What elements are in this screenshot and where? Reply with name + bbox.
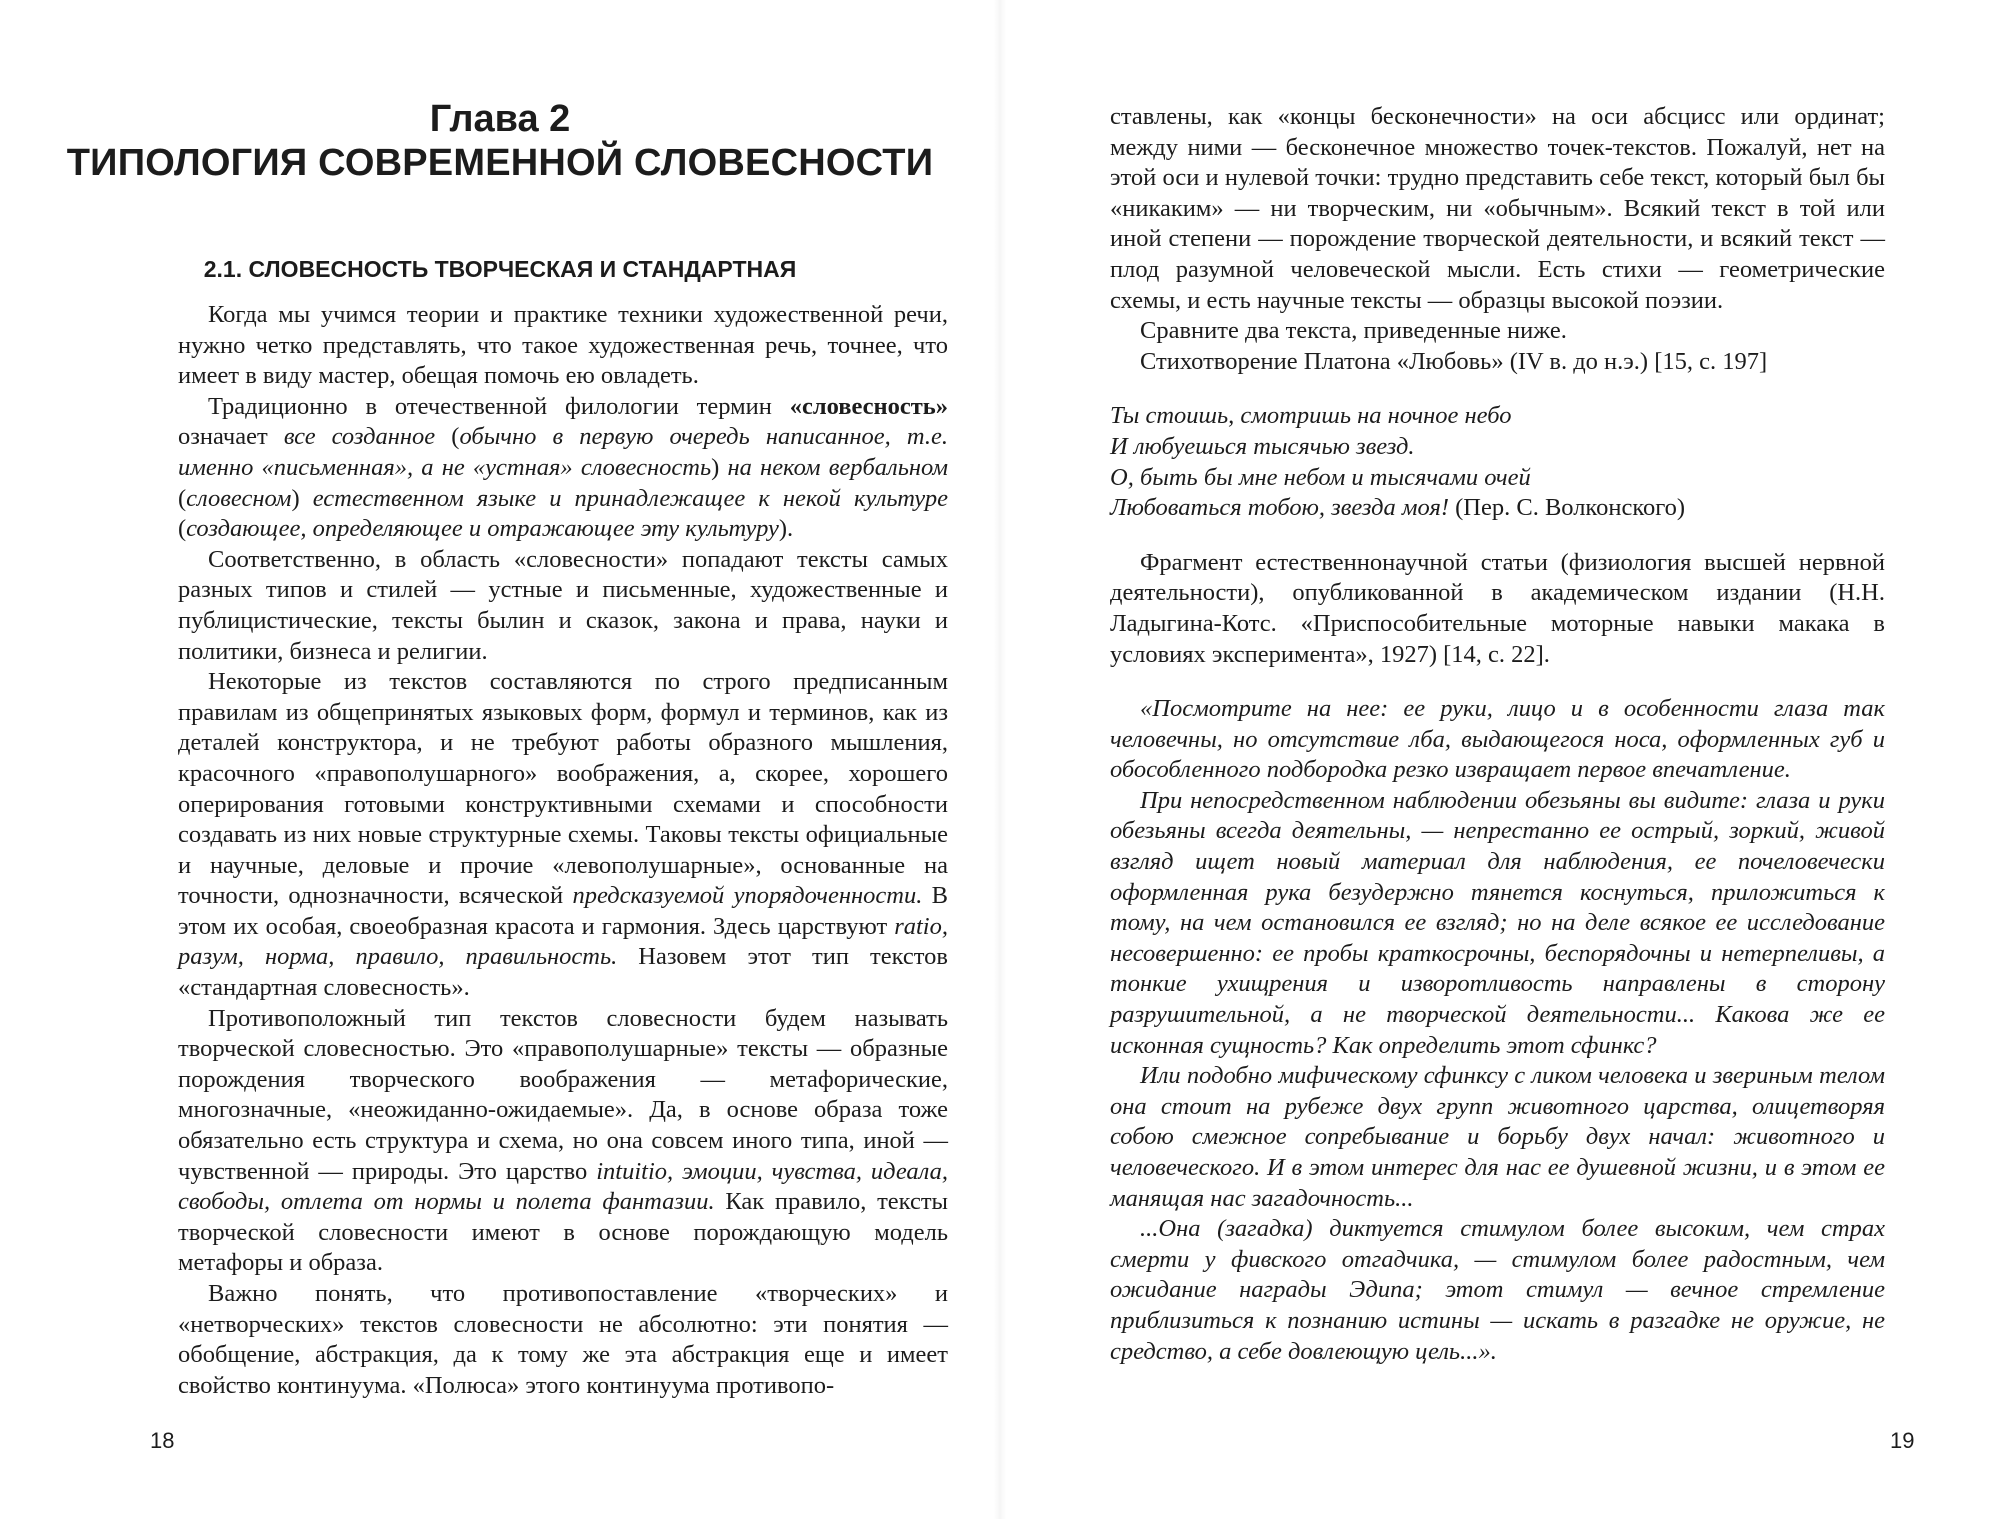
paragraph: Когда мы учимся теории и практике техники художественной речи, нужно четко представлять, что такое художественная речь, точнее, что имеет в виду мастер, обещая помочь ею овладеть.	[178, 301, 948, 390]
text-run: (	[178, 484, 187, 512]
text-italic: ratio, разум, норма, правило, правильность.	[178, 912, 948, 971]
paragraph	[178, 1004, 948, 1279]
text-run: Назовем этот тип текстов «стандартная словесность».	[178, 943, 948, 1002]
text-run: означает	[178, 423, 284, 451]
paragraph	[178, 667, 948, 1004]
quote-paragraph: ...Она (загадка) диктуется стимулом более высоким, чем страх смерти у фивского отгадчика, — стимулом более радостным, чем ожидание награды Эдипа; этот стимул — вечное стремление приблизиться к познанию истины — искать в разгадке не оружие, не средство, а себе довлеющую цель...».	[1110, 1215, 1885, 1365]
paragraph: Фрагмент естественнонаучной статьи (физиология высшей нервной деятельности), опубликованной в академическом издании (Н.Н. Ладыгина-Котс. «Приспособительные моторные навыки макака в условиях эксперимента», 1927) [14, с. 22].	[1110, 548, 1885, 668]
text-run: Как правило, тексты творческой словесности имеют в основе порождающую модель метафоры и образа.	[178, 1188, 948, 1277]
text-run: В этом их особая, своеобразная красота и гармония. Здесь царствуют	[178, 882, 949, 940]
page-number: 18	[150, 1428, 175, 1453]
text-run: )	[291, 484, 313, 512]
paragraph: Сравните два текста, приведенные ниже.	[1140, 317, 1567, 345]
text-italic: создающее, определяющее и отражающее эту культуру	[186, 515, 779, 543]
poem-line: О, быть бы мне небом и тысячами очей	[1110, 463, 1531, 491]
quote-paragraph: Или подобно мифическому сфинксу с ликом человека и звериным телом она стоит на рубеже двух групп животного царства, олицетворяя собою смежное сопребывание и борьбу двух начал: животного и человеческого. И в этом интерес для нас ее душевной жизни, и в этом ее манящая нас загадочность...	[1110, 1062, 1885, 1212]
left-body	[178, 300, 948, 1401]
quote-paragraph: При непосредственном наблюдении обезьяны вы видите: глаза и руки обезьяны всегда деятельны, — непрестанно ее острый, зоркий, живой взгляд ищет новый материал для наблюдения, ее почеловечески оформленная рука безудержно тянется коснуться, приложиться к тому, на чем остановился ее взгляд; но на деле всякое ее исследование несовершенно: ее пробы краткосрочны, беспорядочны и нетерпеливы, а тонкие ухищрения и изворотливость направлены в сторону разрушительной, а не творческой деятельности... Какова же ее исконная сущность? Как определить этот сфинкс?	[1110, 786, 1885, 1059]
poem-credit: (Пер. С. Волконского)	[1449, 494, 1686, 522]
paragraph	[178, 392, 948, 545]
text-run: Традиционно в отечественной филологии термин	[208, 392, 790, 420]
poem-line: И любуешься тысячью звезд.	[1110, 432, 1415, 460]
quote-paragraph: «Посмотрите на нее: ее руки, лицо и в особенности глаза так человечны, но отсутствие лба, выдающегося носа, оформленных губ и обособленного подбородка резко извращает первое впечатление.	[1110, 695, 1885, 784]
text-run: (	[178, 515, 187, 543]
text-italic: все созданное	[283, 423, 436, 451]
paragraph: Важно понять, что противопоставление «творческих» и «нетворческих» текстов словесности не абсолютно: эти понятия — обобщение, абстракция, да к тому же эта абстракция еще и имеет свойство континуума. «Полюса» этого континуума противопо-	[178, 1280, 948, 1399]
poem	[1110, 401, 1885, 523]
paragraph: ставлены, как «концы бесконечности» на оси абсцисс или ординат; между ними — бесконечное множество точек-текстов. Пожалуй, нет на этой оси и нулевой точки: трудно представить себе текст, который был бы «никаким» — ни творческим, ни «обычным». Всякий текст в той или иной степени — порождение творческой деятельности, и всякий текст — плод разумной человеческой мысли. Есть стихи — геометрические схемы, и есть научные тексты — образцы высокой поэзии.	[1110, 103, 1885, 314]
text-italic: естественном языке и принадлежащее к некой культуре	[312, 484, 948, 512]
term-bold: «словесность»	[789, 392, 948, 420]
text-run: (	[435, 423, 460, 451]
text-italic: на неком вербальном	[727, 453, 948, 481]
paragraph: Стихотворение Платона «Любовь» (IV в. до н.э.) [15, с. 197]	[1140, 347, 1768, 375]
section-title: 2.1. СЛОВЕСНОСТЬ ТВОРЧЕСКАЯ И СТАНДАРТНАЯ	[203, 256, 797, 282]
chapter-title: ТИПОЛОГИЯ СОВРЕМЕННОЙ СЛОВЕСНОСТИ	[66, 142, 934, 184]
text-italic: словесном	[186, 484, 292, 512]
text-run: )	[711, 453, 728, 481]
text-italic: обычно в первую очередь написанное, т.е. именно «письменная», а не «устная» словесность	[178, 423, 949, 481]
right-body	[1110, 102, 1885, 1367]
page-number: 19	[1890, 1428, 1915, 1453]
text-run: Некоторые из текстов составляются по строго предписанным правилам из общепринятых языковых форм, формул и терминов, как из деталей конструктора, и не требуют работы образного мышления, красочного «правополушарного» воображения, а, скорее, хорошего оперирования готовыми конструктивными схемами и способности создавать из них новые структурные схемы. Таковы тексты официальные и научные, деловые и прочие «левополушарные», основанные на точности, однозначности, всяческой	[178, 668, 948, 910]
poem-line	[1110, 493, 1885, 524]
text-italic: intuitio, эмоции, чувства, идеала, свободы, отлета от нормы и полета фантазии.	[178, 1157, 948, 1216]
chapter-label: Глава 2	[429, 98, 571, 140]
text-run: Противоположный тип текстов словесности будем называть творческой словесностью. Это «правополушарные» тексты — образные порождения творческого воображения — метафорические, многозначные, «неожиданно-ожидаемые». Да, в основе образа тоже обязательно есть структура и схема, но она совсем иного типа, иной — чувственной — природы. Это царство	[178, 1004, 948, 1185]
poem-line-text: Любоваться тобою, звезда моя!	[1110, 494, 1449, 522]
poem-line: Ты стоишь, смотришь на ночное небо	[1110, 402, 1512, 430]
paragraph: Соответственно, в область «словесности» попадают тексты самых разных типов и стилей — устные и письменные, художественные и публицистические, тексты былин и сказок, закона и права, науки и политики, бизнеса и религии.	[178, 545, 948, 665]
text-run: ).	[778, 515, 794, 543]
text-italic: предсказуемой упорядоченности.	[572, 882, 923, 910]
